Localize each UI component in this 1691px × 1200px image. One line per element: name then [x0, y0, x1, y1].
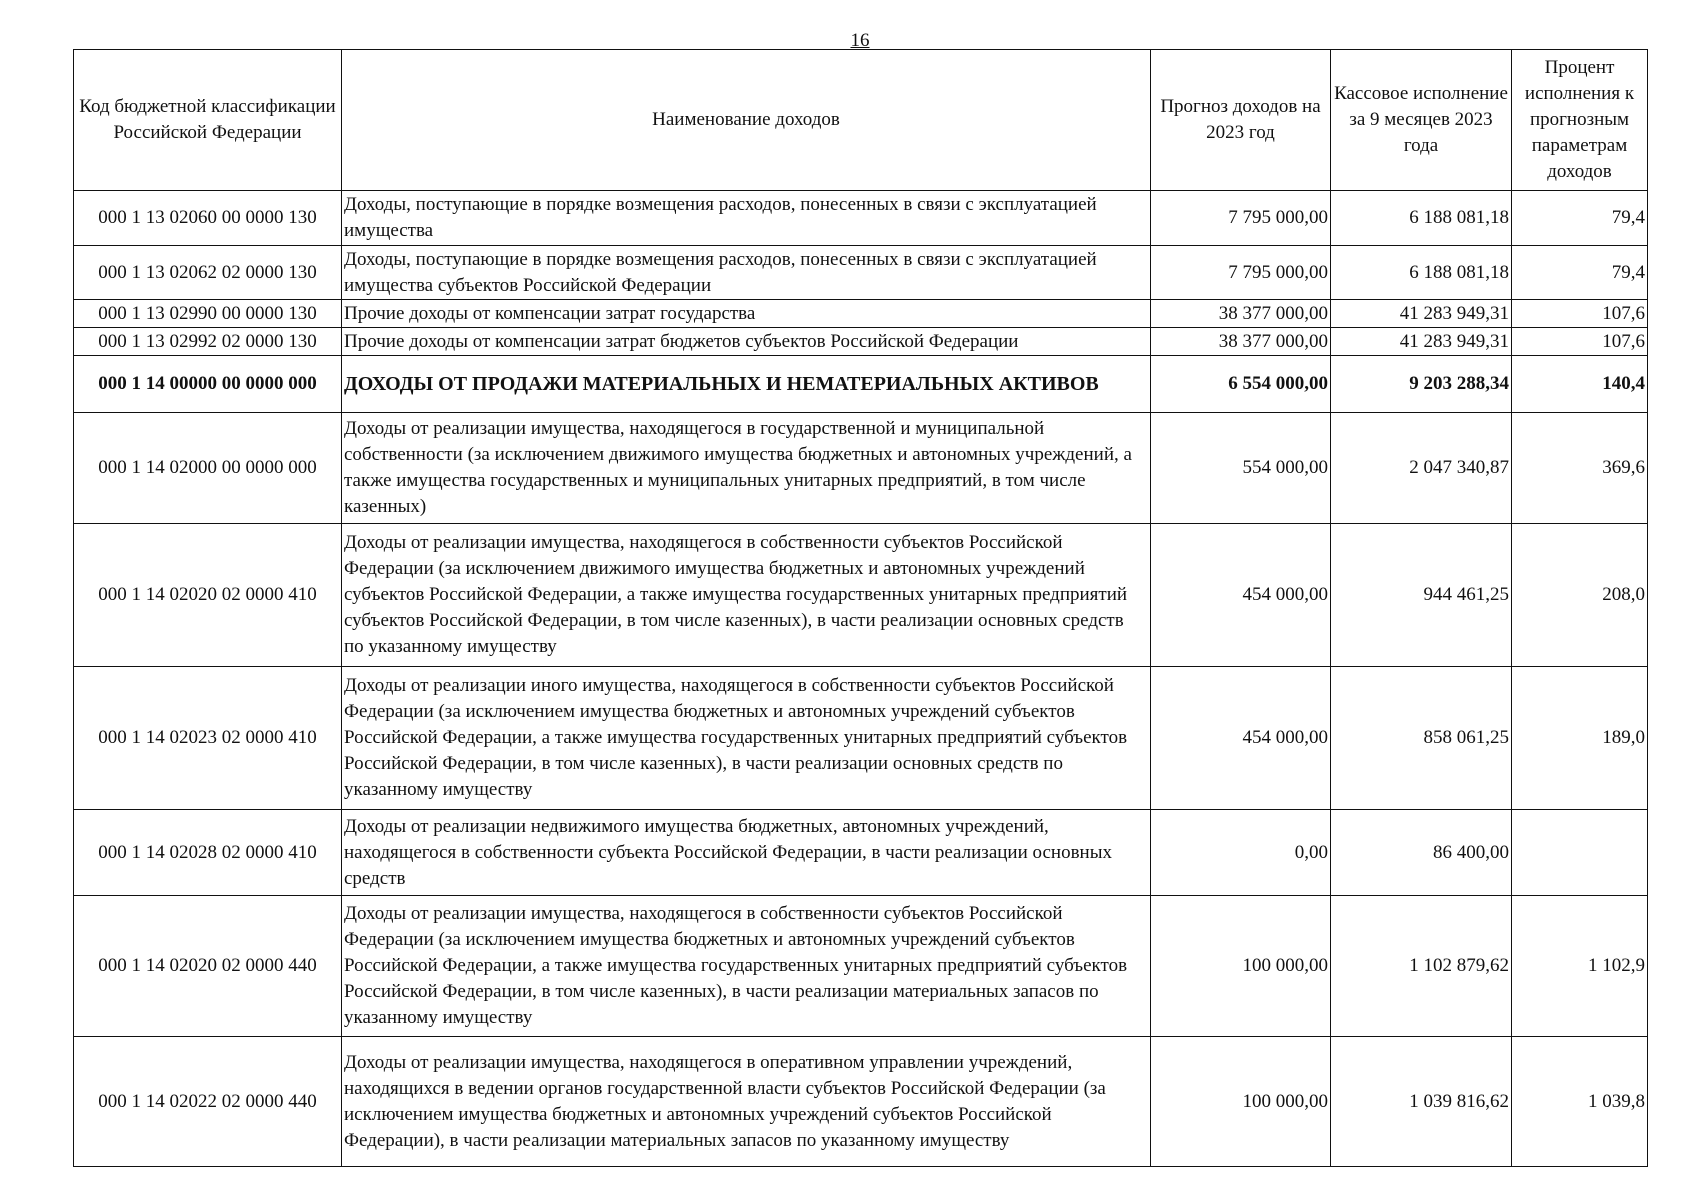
row-forecast: 454 000,00: [1151, 524, 1331, 667]
row-code: 000 1 14 00000 00 0000 000: [74, 356, 342, 413]
row-percent: 107,6: [1512, 328, 1648, 356]
row-code: 000 1 14 02023 02 0000 410: [74, 667, 342, 810]
table-header: [74, 50, 1648, 191]
page-number-text: 16: [850, 30, 870, 51]
header-row: [74, 50, 1648, 191]
row-name: Доходы, поступающие в порядке возмещения расходов, понесенных в связи с эксплуатацией имущества: [342, 191, 1151, 246]
revenue-table: [73, 49, 1648, 1167]
row-forecast: 7 795 000,00: [1151, 191, 1331, 246]
row-cash: 858 061,25: [1331, 667, 1512, 810]
row-percent: 79,4: [1512, 246, 1648, 300]
table-row: [74, 524, 1648, 667]
row-forecast: 38 377 000,00: [1151, 328, 1331, 356]
row-percent: 140,4: [1512, 356, 1648, 413]
table-row-section: [74, 356, 1648, 413]
header-percent: Процент исполнения к прогнозным параметрам доходов: [1512, 50, 1648, 191]
row-cash: 41 283 949,31: [1331, 300, 1512, 328]
row-forecast: 6 554 000,00: [1151, 356, 1331, 413]
row-percent: [1512, 810, 1648, 896]
table-row: [74, 246, 1648, 300]
row-code: 000 1 14 02000 00 0000 000: [74, 413, 342, 524]
row-forecast: 554 000,00: [1151, 413, 1331, 524]
table-row: [74, 1037, 1648, 1167]
table-row: [74, 191, 1648, 246]
row-forecast: 0,00: [1151, 810, 1331, 896]
row-percent: 189,0: [1512, 667, 1648, 810]
row-name: Доходы от реализации имущества, находящегося в собственности субъектов Российской Федерации (за исключением движимого имущества бюджетных и автономных учреждений субъектов Российской Федерации, а также имущества государственных унитарных предприятий субъектов Российской Федерации, в том числе казенных), в части реализации основных средств по указанному имуществу: [342, 524, 1151, 667]
row-percent: 369,6: [1512, 413, 1648, 524]
row-cash: 41 283 949,31: [1331, 328, 1512, 356]
row-name: Прочие доходы от компенсации затрат бюджетов субъектов Российской Федерации: [342, 328, 1151, 356]
row-forecast: 38 377 000,00: [1151, 300, 1331, 328]
row-forecast: 454 000,00: [1151, 667, 1331, 810]
row-cash: 6 188 081,18: [1331, 246, 1512, 300]
table-row: [74, 413, 1648, 524]
header-code: Код бюджетной классификации Российской Федерации: [74, 50, 342, 191]
row-code: 000 1 13 02060 00 0000 130: [74, 191, 342, 246]
header-name: Наименование доходов: [342, 50, 1151, 191]
row-cash: 86 400,00: [1331, 810, 1512, 896]
table-row: [74, 300, 1648, 328]
row-cash: 2 047 340,87: [1331, 413, 1512, 524]
table-row: [74, 810, 1648, 896]
table-row: [74, 328, 1648, 356]
row-name: Доходы от реализации недвижимого имущества бюджетных, автономных учреждений, находящегося в собственности субъекта Российской Федерации, в части реализации основных средств: [342, 810, 1151, 896]
row-cash: 9 203 288,34: [1331, 356, 1512, 413]
row-cash: 1 102 879,62: [1331, 896, 1512, 1037]
table-body: [74, 191, 1648, 1167]
row-percent: 1 039,8: [1512, 1037, 1648, 1167]
row-name: Доходы от реализации иного имущества, находящегося в собственности субъектов Российской Федерации (за исключением имущества бюджетных и автономных учреждений субъектов Российской Федерации, а также имущества государственных унитарных предприятий субъектов Российской Федерации, в том числе казенных), в части реализации основных средств по указанному имуществу: [342, 667, 1151, 810]
row-code: 000 1 13 02062 02 0000 130: [74, 246, 342, 300]
header-forecast: Прогноз доходов на 2023 год: [1151, 50, 1331, 191]
row-name: Доходы, поступающие в порядке возмещения расходов, понесенных в связи с эксплуатацией имущества субъектов Российской Федерации: [342, 246, 1151, 300]
row-name: Доходы от реализации имущества, находящегося в государственной и муниципальной собственности (за исключением движимого имущества бюджетных и автономных учреждений, а также имущества государственных и муниципальных унитарных предприятий, в том числе казенных): [342, 413, 1151, 524]
row-name: Прочие доходы от компенсации затрат государства: [342, 300, 1151, 328]
table-row: [74, 896, 1648, 1037]
row-code: 000 1 14 02020 02 0000 410: [74, 524, 342, 667]
row-percent: 1 102,9: [1512, 896, 1648, 1037]
row-name: ДОХОДЫ ОТ ПРОДАЖИ МАТЕРИАЛЬНЫХ И НЕМАТЕРИАЛЬНЫХ АКТИВОВ: [342, 356, 1151, 413]
table-row: [74, 667, 1648, 810]
row-forecast: 7 795 000,00: [1151, 246, 1331, 300]
row-code: 000 1 14 02022 02 0000 440: [74, 1037, 342, 1167]
row-code: 000 1 14 02028 02 0000 410: [74, 810, 342, 896]
row-forecast: 100 000,00: [1151, 896, 1331, 1037]
row-percent: 79,4: [1512, 191, 1648, 246]
header-cash: Кассовое исполнение за 9 месяцев 2023 года: [1331, 50, 1512, 191]
row-forecast: 100 000,00: [1151, 1037, 1331, 1167]
row-code: 000 1 13 02990 00 0000 130: [74, 300, 342, 328]
row-code: 000 1 14 02020 02 0000 440: [74, 896, 342, 1037]
row-cash: 6 188 081,18: [1331, 191, 1512, 246]
row-percent: 107,6: [1512, 300, 1648, 328]
row-cash: 1 039 816,62: [1331, 1037, 1512, 1167]
row-name: Доходы от реализации имущества, находящегося в собственности субъектов Российской Федерации (за исключением имущества бюджетных и автономных учреждений субъектов Российской Федерации, а также имущества государственных унитарных предприятий субъектов Российской Федерации, в том числе казенных), в части реализации материальных запасов по указанному имуществу: [342, 896, 1151, 1037]
row-percent: 208,0: [1512, 524, 1648, 667]
row-code: 000 1 13 02992 02 0000 130: [74, 328, 342, 356]
row-name: Доходы от реализации имущества, находящегося в оперативном управлении учреждений, находящихся в ведении органов государственной власти субъектов Российской Федерации (за исключением имущества бюджетных и автономных учреждений субъектов Российской Федерации), в части реализации материальных запасов по указанному имуществу: [342, 1037, 1151, 1167]
row-cash: 944 461,25: [1331, 524, 1512, 667]
